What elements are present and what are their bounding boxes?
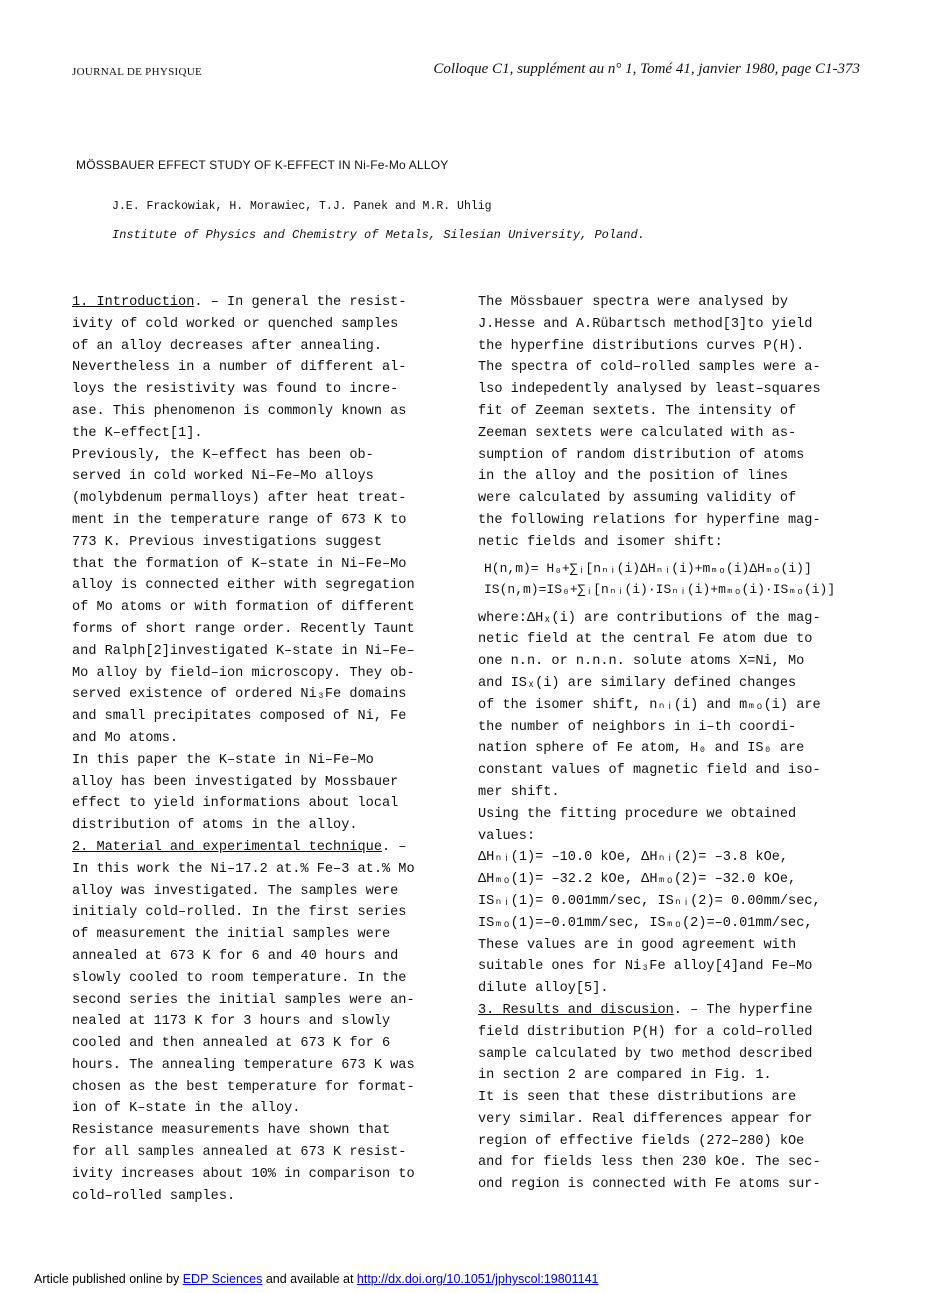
text-line: were calculated by assuming validity of <box>478 491 797 507</box>
text-line: ivity increases about 10% in comparison to <box>72 1166 415 1182</box>
text-line: These values are in good agreement with <box>478 937 797 953</box>
text-line: IS(n,m)=IS₀+∑ᵢ[nₙᵢ(i)·ISₙᵢ(i)+mₘₒ(i)·ISₘₒ(i)] <box>484 581 836 597</box>
text-line: ISₙᵢ(1)= 0.001mm/sec, ISₙᵢ(2)= 0.00mm/sec, <box>478 893 821 909</box>
text-line: second series the initial samples were an- <box>72 992 415 1008</box>
text-line: of an alloy decreases after annealing. <box>72 338 382 354</box>
text-line: J.Hesse and A.Rübartsch method[3]to yield <box>478 316 813 332</box>
text-line: sumption of random distribution of atoms <box>478 447 805 463</box>
text-line: nation sphere of Fe atom, H₀ and IS₀ are <box>478 741 805 757</box>
text-line: H(n,m)= H₀+∑ᵢ[nₙᵢ(i)ΔHₙᵢ(i)+mₘₒ(i)ΔHₘₒ(i)] <box>484 560 812 576</box>
text-line: region of effective fields (272–280) kOe <box>478 1133 805 1149</box>
right-column-intro <box>478 292 863 554</box>
text-line: fit of Zeeman sextets. The intensity of <box>478 403 797 419</box>
text-line: very similar. Real differences appear for <box>478 1111 813 1127</box>
text-line: ond region is connected with Fe atoms sur- <box>478 1177 821 1193</box>
text-line: chosen as the best temperature for format- <box>72 1079 415 1095</box>
text-line: effect to yield informations about local <box>72 796 399 812</box>
equation-block <box>484 558 863 600</box>
right-column-body <box>478 608 863 1197</box>
text-line: the K–effect[1]. <box>72 425 203 441</box>
text-line: forms of short range order. Recently Taunt <box>72 621 415 637</box>
text-line: cooled and then annealed at 673 K for 6 <box>72 1036 391 1052</box>
text-line: in section 2 are compared in Fig. 1. <box>478 1068 772 1084</box>
text-line: ΔHₙᵢ(1)= –10.0 kOe, ΔHₙᵢ(2)= –3.8 kOe, <box>478 850 789 866</box>
text-line: cold–rolled samples. <box>72 1188 236 1204</box>
text-line: nealed at 1173 K for 3 hours and slowly <box>72 1014 391 1030</box>
text-line: Using the fitting procedure we obtained <box>478 806 797 822</box>
text-line: hours. The annealing temperature 673 K was <box>72 1057 415 1073</box>
text-line: initialy cold–rolled. In the first series <box>72 905 407 921</box>
text-line: of the isomer shift, nₙᵢ(i) and mₘₒ(i) are <box>478 697 821 713</box>
paper-authors: J.E. Frackowiak, H. Morawiec, T.J. Panek and M.R. Uhlig <box>112 200 492 213</box>
text-line: The Mössbauer spectra were analysed by <box>478 295 788 310</box>
text-line: that the formation of K–state in Ni–Fe–Mo <box>72 556 407 572</box>
text-line: Zeeman sextets were calculated with as- <box>478 425 797 441</box>
text-line: dilute alloy[5]. <box>478 981 609 997</box>
text-line: ase. This phenomenon is commonly known as <box>72 403 407 419</box>
text-line: In this paper the K–state in Ni–Fe–Mo <box>72 752 374 768</box>
text-line: ion of K–state in the alloy. <box>72 1101 301 1117</box>
text-line: (molybdenum permalloys) after heat treat- <box>72 491 407 507</box>
text-line: 3. Results and discusion. – The hyperfine <box>478 1002 813 1018</box>
text-line: 2. Material and experimental technique. – <box>72 839 407 855</box>
text-line: the number of neighbors in i–th coordi- <box>478 719 797 735</box>
text-line: lso indepedently analysed by least–squares <box>478 382 821 398</box>
section-heading: 1. Introduction <box>72 295 195 310</box>
text-line: suitable ones for Ni₃Fe alloy[4]and Fe–Mo <box>478 959 813 975</box>
text-line: ISₘₒ(1)=–0.01mm/sec, ISₘₒ(2)=–0.01mm/sec, <box>478 915 813 931</box>
text-line: annealed at 673 K for 6 and 40 hours and <box>72 948 399 964</box>
text-line: constant values of magnetic field and iso- <box>478 763 821 779</box>
text-line: netic field at the central Fe atom due to <box>478 632 813 648</box>
right-column <box>478 292 863 1196</box>
text-line: for all samples annealed at 673 K resist- <box>72 1145 407 1161</box>
text-line: alloy was investigated. The samples were <box>72 883 399 899</box>
text-line: alloy is connected either with segregation <box>72 578 415 594</box>
text-line: alloy has been investigated by Mossbauer <box>72 774 399 790</box>
text-line: and for fields less then 230 kOe. The sec- <box>478 1155 821 1171</box>
text-line: where:ΔHₓ(i) are contributions of the mag- <box>478 610 821 626</box>
section-heading: 3. Results and discusion <box>478 1002 674 1018</box>
text-line: field distribution P(H) for a cold–rolled <box>478 1024 813 1040</box>
text-line: values: <box>478 828 536 844</box>
colloque-citation: Colloque C1, supplément au n° 1, Tomé 41, janvier 1980, page C1-373 <box>433 61 860 77</box>
text-line: sample calculated by two method described <box>478 1046 813 1062</box>
text-line: 773 K. Previous investigations suggest <box>72 534 382 550</box>
text-line: and ISₓ(i) are similary defined changes <box>478 675 797 691</box>
text-line: distribution of atoms in the alloy. <box>72 818 358 834</box>
text-line: Previously, the K–effect has been ob- <box>72 447 374 463</box>
journal-name: JOURNAL DE PHYSIQUE <box>72 66 202 78</box>
text-line: one n.n. or n.n.n. solute atoms X=Ni, Mo <box>478 654 805 670</box>
text-line: the following relations for hyperfine mag- <box>478 512 821 528</box>
edp-sciences-link[interactable]: EDP Sciences <box>182 1272 263 1286</box>
doi-link[interactable]: http://dx.doi.org/10.1051/jphyscol:19801141 <box>356 1272 599 1286</box>
left-column <box>72 292 457 1207</box>
section-heading: 2. Material and experimental technique <box>72 839 382 855</box>
text-line: in the alloy and the position of lines <box>478 469 788 485</box>
text-line: Resistance measurements have shown that <box>72 1123 391 1139</box>
text-line: 1. Introduction. – In general the resist- <box>72 295 407 310</box>
text-line: the hyperfine distributions curves P(H). <box>478 338 805 354</box>
text-line: of Mo atoms or with formation of different <box>72 600 415 616</box>
text-line: ment in the temperature range of 673 K to <box>72 512 407 528</box>
text-line: and Mo atoms. <box>72 730 179 746</box>
publication-footer <box>34 1272 599 1286</box>
text-line: of measurement the initial samples were <box>72 927 391 943</box>
text-line: and Ralph[2]investigated K–state in Ni–Fe– <box>72 643 415 659</box>
text-line: ivity of cold worked or quenched samples <box>72 316 399 332</box>
text-line: served in cold worked Ni–Fe–Mo alloys <box>72 469 374 485</box>
text-line: loys the resistivity was found to incre- <box>72 382 399 398</box>
text-line: It is seen that these distributions are <box>478 1090 797 1106</box>
text-line: served existence of ordered Ni₃Fe domains <box>72 687 407 703</box>
text-line: In this work the Ni–17.2 at.% Fe–3 at.% Mo <box>72 861 415 877</box>
paper-title: MÖSSBAUER EFFECT STUDY OF K-EFFECT IN Ni-Fe-Mo ALLOY <box>76 158 449 172</box>
footer-middle: and available at <box>262 1272 357 1286</box>
text-line: mer shift. <box>478 784 560 800</box>
text-line: Mo alloy by field–ion microscopy. They ob- <box>72 665 415 681</box>
text-line: Nevertheless in a number of different al- <box>72 360 407 376</box>
footer-prefix: Article published online by <box>34 1272 183 1286</box>
text-line: ΔHₘₒ(1)= –32.2 kOe, ΔHₘₒ(2)= –32.0 kOe, <box>478 872 797 888</box>
paper-affiliation: Institute of Physics and Chemistry of Metals, Silesian University, Poland. <box>112 228 645 242</box>
text-line: netic fields and isomer shift: <box>478 534 723 550</box>
text-line: slowly cooled to room temperature. In the <box>72 970 407 986</box>
text-line: and small precipitates composed of Ni, Fe <box>72 709 407 725</box>
text-line: The spectra of cold–rolled samples were a- <box>478 360 821 376</box>
